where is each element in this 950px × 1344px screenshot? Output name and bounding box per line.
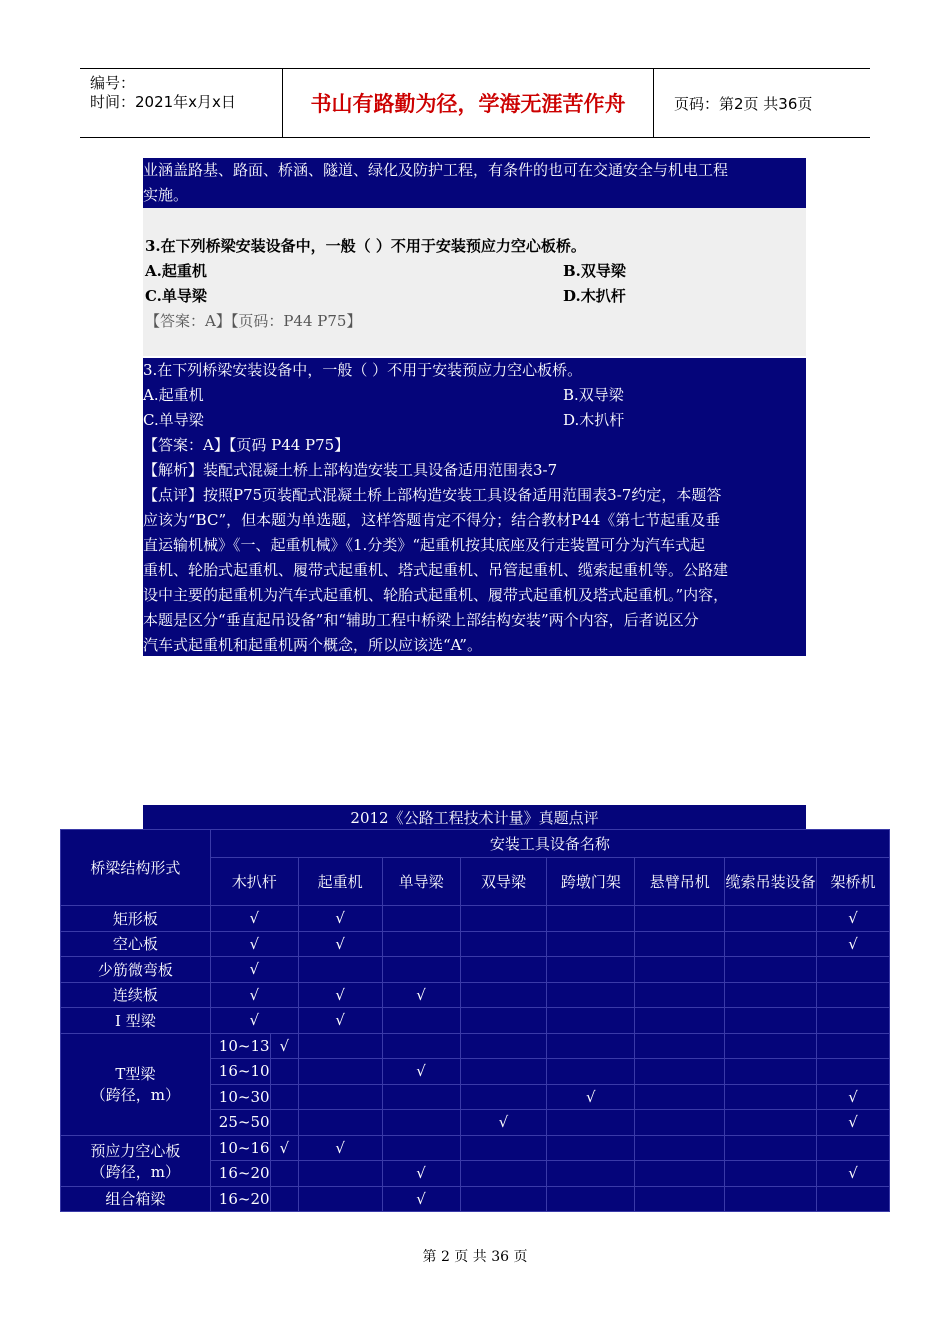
row-label: 连续板 — [61, 982, 211, 1008]
check-cell — [547, 1110, 635, 1136]
check-cell: √ — [460, 1110, 547, 1136]
option-a: A.起重机 — [145, 262, 207, 280]
row-label: I 型梁 — [61, 1008, 211, 1034]
comment-line: 汽车式起重机和起重机两个概念，所以应该选“A”。 — [143, 636, 482, 654]
check-cell — [298, 1186, 382, 1212]
check-cell — [547, 931, 635, 957]
table-row — [61, 1135, 890, 1161]
check-cell — [817, 1059, 890, 1085]
option-d: D.木扒杆 — [563, 287, 626, 305]
comment-line: 重机、轮胎式起重机、履带式起重机、塔式起重机、吊管起重机、缆索起重机等。公路建 — [143, 561, 729, 579]
intro-line: 实施。 — [143, 186, 189, 204]
check-cell: √ — [382, 1161, 460, 1187]
check-cell — [460, 1135, 547, 1161]
group-header: 安装工具设备名称 — [210, 830, 889, 858]
options-row — [143, 383, 806, 408]
check-cell — [460, 957, 547, 983]
check-cell — [460, 906, 547, 932]
check-cell — [547, 1033, 635, 1059]
table-row — [61, 957, 890, 983]
check-cell — [635, 1008, 725, 1034]
header-meta — [80, 69, 283, 137]
check-cell — [382, 1110, 460, 1136]
check-cell — [298, 1084, 382, 1110]
intro-line: 业涵盖路基、路面、桥涵、隧道、绿化及防护工程，有条件的也可在交通安全与机电工程 — [143, 161, 729, 179]
check-cell: √ — [817, 1084, 890, 1110]
column-header: 缆索吊装设备 — [725, 858, 817, 906]
date-label: 时间：2021年x月x日 — [90, 93, 236, 111]
check-cell — [635, 1033, 725, 1059]
check-cell — [298, 957, 382, 983]
prestressed-label — [61, 1135, 211, 1186]
check-cell — [817, 982, 890, 1008]
check-cell — [547, 1186, 635, 1212]
check-cell — [460, 1161, 547, 1187]
question-blue — [143, 358, 806, 656]
check-cell — [382, 1008, 460, 1034]
column-header: 悬臂吊机 — [635, 858, 725, 906]
option-b: B.双导梁 — [563, 386, 624, 404]
row-label: 空心板 — [61, 931, 211, 957]
table-row — [61, 1186, 890, 1212]
check-cell — [547, 1135, 635, 1161]
column-header: 单导梁 — [382, 858, 460, 906]
check-cell — [725, 982, 817, 1008]
check-cell: √ — [298, 1135, 382, 1161]
check-cell — [725, 1135, 817, 1161]
table-caption: 2012《公路工程技术计量》真题点评 — [143, 805, 806, 830]
check-cell — [298, 1161, 382, 1187]
check-cell: √ — [298, 931, 382, 957]
check-cell — [725, 1084, 817, 1110]
check-cell: √ — [817, 931, 890, 957]
span-cell: 16~20 — [210, 1161, 270, 1187]
column-header: 跨墩门架 — [547, 858, 635, 906]
table-row — [61, 1008, 890, 1034]
option-b: B.双导梁 — [563, 262, 626, 280]
check-cell — [298, 1059, 382, 1085]
check-cell — [725, 931, 817, 957]
check-cell — [460, 1033, 547, 1059]
check-cell — [635, 1084, 725, 1110]
corner-header: 桥梁结构形式 — [61, 830, 211, 906]
comment-line: 【点评】按照P75页装配式混凝土桥上部构造安装工具设备适用范围表3-7约定，本题答 — [143, 486, 722, 504]
number-label: 编号： — [90, 74, 136, 92]
t-beam-label-2: （跨径，m） — [90, 1086, 181, 1104]
check-cell — [382, 931, 460, 957]
page-header — [80, 68, 870, 138]
check-cell — [635, 1059, 725, 1085]
span-cell: 10~13 — [210, 1033, 270, 1059]
check-cell — [817, 1135, 890, 1161]
check-cell: √ — [817, 1161, 890, 1187]
span-cell: 10~30 — [210, 1084, 270, 1110]
check-cell — [547, 982, 635, 1008]
t-beam-label — [61, 1033, 211, 1135]
span-cell: 10~16 — [210, 1135, 270, 1161]
check-cell — [725, 1186, 817, 1212]
table-body — [61, 830, 890, 1212]
check-cell — [460, 1059, 547, 1085]
check-cell — [635, 1110, 725, 1136]
row-label: 矩形板 — [61, 906, 211, 932]
check-cell — [725, 1033, 817, 1059]
span-cell: 16~20 — [210, 1186, 270, 1212]
check-cell — [460, 1008, 547, 1034]
check-cell — [547, 957, 635, 983]
intro-block — [143, 158, 806, 208]
check-cell — [547, 1059, 635, 1085]
check-cell — [725, 957, 817, 983]
column-header: 木扒杆 — [210, 858, 298, 906]
prestressed-label-2: （跨径，m） — [90, 1162, 181, 1181]
check-cell: √ — [270, 1033, 298, 1059]
column-header: 架桥机 — [817, 858, 890, 906]
comment-line: 设中主要的起重机为汽车式起重机、轮胎式起重机、履带式起重机及塔式起重机。”内容， — [143, 586, 729, 604]
check-cell — [270, 1059, 298, 1085]
option-a: A.起重机 — [143, 386, 204, 404]
check-cell — [725, 1008, 817, 1034]
header-motto: 书山有路勤为径，学海无涯苦作舟 — [283, 69, 654, 137]
check-cell — [460, 982, 547, 1008]
check-cell: √ — [382, 1186, 460, 1212]
check-cell: √ — [210, 906, 298, 932]
page-label: 页码：第2页 共36页 — [674, 94, 813, 113]
check-cell: √ — [817, 1110, 890, 1136]
table-row — [61, 982, 890, 1008]
check-cell — [382, 1084, 460, 1110]
box-girder-label: 组合箱梁 — [61, 1186, 211, 1212]
column-header: 双导梁 — [460, 858, 547, 906]
check-cell: √ — [547, 1084, 635, 1110]
check-cell — [817, 1186, 890, 1212]
column-header: 起重机 — [298, 858, 382, 906]
check-cell — [547, 1008, 635, 1034]
check-cell: √ — [210, 1008, 298, 1034]
option-d: D.木扒杆 — [563, 411, 625, 429]
check-cell — [635, 1161, 725, 1187]
equipment-table — [60, 829, 890, 1212]
check-cell — [270, 1186, 298, 1212]
check-cell: √ — [298, 982, 382, 1008]
check-cell: √ — [382, 1059, 460, 1085]
option-c: C.单导梁 — [143, 411, 204, 429]
row-label: 少筋微弯板 — [61, 957, 211, 983]
check-cell — [460, 931, 547, 957]
check-cell — [635, 906, 725, 932]
check-cell: √ — [298, 1008, 382, 1034]
check-cell — [817, 1008, 890, 1034]
check-cell — [725, 1161, 817, 1187]
check-cell: √ — [298, 906, 382, 932]
check-cell — [270, 1161, 298, 1187]
comment-line: 直运输机械》《一、起重机械》《1.分类》“起重机按其底座及行走装置可分为汽车式起 — [143, 536, 705, 554]
option-c: C.单导梁 — [145, 287, 207, 305]
check-cell: √ — [817, 906, 890, 932]
check-cell — [547, 906, 635, 932]
question-gray — [143, 208, 806, 356]
check-cell — [635, 931, 725, 957]
analysis-line: 【解析】装配式混凝土桥上部构造安装工具设备适用范围表3-7 — [143, 461, 558, 479]
check-cell — [817, 1033, 890, 1059]
check-cell — [635, 1186, 725, 1212]
check-cell — [382, 957, 460, 983]
check-cell — [635, 982, 725, 1008]
answer-line: 【答案：A】【页码 P44 P75】 — [143, 436, 350, 454]
check-cell — [270, 1084, 298, 1110]
check-cell — [298, 1110, 382, 1136]
header-row — [61, 830, 890, 858]
check-cell — [460, 1186, 547, 1212]
comment-line: 本题是区分“垂直起吊设备”和“辅助工程中桥梁上部结构安装”两个内容，后者说区分 — [143, 611, 699, 629]
span-cell: 25~50 — [210, 1110, 270, 1136]
question-stem: 3.在下列桥梁安装设备中，一般（ ）不用于安装预应力空心板桥。 — [143, 361, 583, 379]
comment-line: 应该为“BC”，但本题为单选题，这样答题肯定不得分；结合教材P44《第七节起重及垂 — [143, 511, 721, 529]
answer-line: 【答案：A】【页码：P44 P75】 — [145, 312, 362, 330]
check-cell: √ — [382, 982, 460, 1008]
prestressed-label-1: 预应力空心板 — [90, 1141, 181, 1160]
page-footer: 第 2 页 共 36 页 — [422, 1249, 528, 1265]
check-cell: √ — [210, 982, 298, 1008]
check-cell — [298, 1033, 382, 1059]
check-cell — [635, 1135, 725, 1161]
check-cell — [725, 906, 817, 932]
check-cell — [635, 957, 725, 983]
check-cell — [382, 1033, 460, 1059]
check-cell — [725, 1110, 817, 1136]
span-cell: 16~10 — [210, 1059, 270, 1085]
table-row — [61, 1033, 890, 1059]
question-stem: 3.在下列桥梁安装设备中，一般（ ）不用于安装预应力空心板桥。 — [145, 237, 586, 255]
check-cell — [547, 1161, 635, 1187]
table-row — [61, 906, 890, 932]
t-beam-label-1: T型梁 — [115, 1065, 156, 1083]
check-cell — [460, 1084, 547, 1110]
table-row — [61, 931, 890, 957]
check-cell — [382, 906, 460, 932]
check-cell — [270, 1110, 298, 1136]
check-cell: √ — [270, 1135, 298, 1161]
options-row — [143, 408, 806, 433]
check-cell — [817, 957, 890, 983]
check-cell — [382, 1135, 460, 1161]
check-cell — [725, 1059, 817, 1085]
check-cell: √ — [210, 957, 298, 983]
header-page — [664, 69, 870, 137]
check-cell: √ — [210, 931, 298, 957]
